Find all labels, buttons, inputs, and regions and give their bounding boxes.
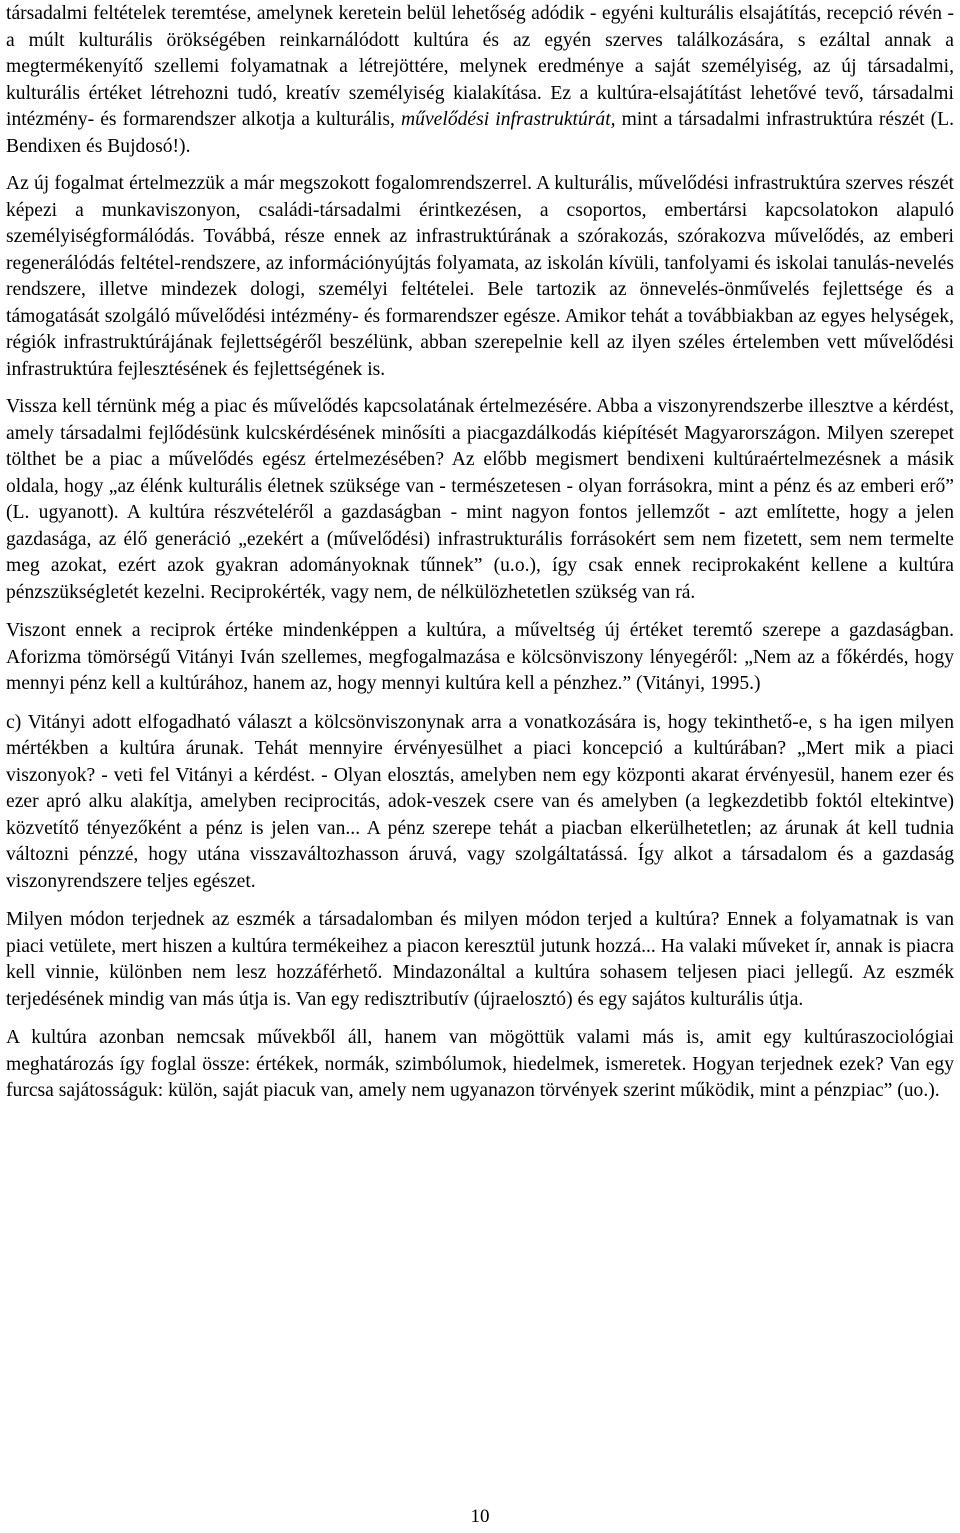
paragraph-1	[6, 1, 954, 160]
paragraph-2: Az új fogalmat értelmezzük a már megszokott fogalomrendszerrel. A kulturális, művelődési infrastruktúra szerves részét képezi a munkaviszonyon, családi-társadalmi érintkezésen, a csoportos, embertársi kapcsolatokon alapuló személyiségformálódás. Továbbá, része ennek az infrastruktúrának a szórakozás, szórakozva művelődés, az emberi regenerálódás feltétel-rendszere, az információnyújtás folyamata, az iskolán kívüli, tanfolyami és iskolai tanulás-nevelés rendszere, illetve mindezek dologi, személyi feltételei. Bele tartozik az önnevelés-önművelés fejlettsége és a támogatását szolgáló művelődési intézmény- és formarendszer egésze. Amikor tehát a továbbiakban az egyes helységek, régiók infrastruktúrájának fejlettségéről beszélünk, abban szerepelnie kell az ilyen széles értelemben vett művelődési infrastruktúra fejlesztésének és fejlettségének is.	[6, 173, 954, 380]
paragraph-1-text-a: társadalmi feltételek teremtése, amelynek keretein belül lehetőség adódik - egyéni kulturális elsajátítás, recepció révén - a múlt kulturális örökségében reinkarnálódott kultúra és az egyén szerves találkozására, s ezáltal annak a megtermékenyítő szellemi folyamatnak a létrejöttére, melynek eredménye a saját személyiség, az új társadalmi, kulturális értéket létrehozni tudó, kreatív személyiség kialakítása. Ez a kultúra-elsajátítást lehetővé tevő, társadalmi intézmény- és formarendszer alkotja a kulturális,	[6, 3, 954, 130]
paragraph-4: Viszont ennek a reciprok értéke mindenképpen a kultúra, a műveltség új értéket teremtő szerepe a gazdaságban. Aforizma tömörségű Vitányi Iván szellemes, megfogalmazása e kölcsönviszony lényegéről: „Nem az a főkérdés, hogy mennyi pénz kell a kultúrához, hanem az, hogy mennyi kultúra kell a pénzhez.” (Vitányi, 1995.)	[6, 620, 954, 694]
paragraph-3: Vissza kell térnünk még a piac és művelődés kapcsolatának értelmezésére. Abba a viszonyrendszerbe illesztve a kérdést, amely társadalmi fejlődésünk kulcskérdésének minősíti a piacgazdálkodás kiépítését Magyarországon. Milyen szerepet tölthet be a piac a művelődés egész értelmezésében? Az előbb megismert bendixeni kultúraértelmezésnek a másik oldala, hogy „az élénk kulturális életnek szüksége van - természetesen - olyan forrásokra, mint a pénz és az emberi erő” (L. ugyanott). A kultúra részvételéről a gazdaságban - mint nagyon fontos jellemzőt - azt említette, hogy a jelen gazdasága, az élő generáció „ezekért a (művelődési) infrastrukturális forrásokért sem nem fizetett, sem nem termelte meg azokat, ezért azok gyakran adományoknak tűnnek” (u.o.), így csak ennek reciprokaként kellene a kultúra pénzszükségletét kezelni. Reciprokérték, vagy nem, de nélkülözhetetlen szükség van rá.	[6, 396, 954, 603]
paragraph-1-italic-term: művelődési infrastruktúrát,	[401, 109, 616, 130]
document-page	[6, 0, 954, 1105]
paragraph-7: A kultúra azonban nemcsak művekből áll, hanem van mögöttük valami más is, amit egy kultúraszociológiai meghatározás így foglal össze: értékek, normák, szimbólumok, hiedelmek, ismeretek. Hogyan terjednek ezek? Van egy furcsa sajátosságuk: külön, saját piacuk van, amely nem ugyanazon törvények szerint működik, mint a pénzpiac” (uo.).	[6, 1027, 954, 1101]
paragraph-6: Milyen módon terjednek az eszmék a társadalomban és milyen módon terjed a kultúra? Ennek a folyamatnak is van piaci vetülete, mert hiszen a kultúra termékeihez a piacon keresztül jutunk hozzá... Ha valaki műveket ír, annak is piacra kell vinnie, különben nem lesz hozzáférhető. Mindazonáltal a kultúra sohasem teljesen piaci jellegű. Az eszmék terjedésének mindig van más útja is. Van egy redisztributív (újraelosztó) és egy sajátos kulturális útja.	[6, 909, 954, 1010]
paragraph-5: c) Vitányi adott elfogadható választ a kölcsönviszonynak arra a vonatkozására is, hogy tekinthető-e, s ha igen milyen mértékben a kultúra árunak. Tehát mennyire érvényesülhet a piaci koncepció a kultúrában? „Mert mik a piaci viszonyok? - veti fel Vitányi a kérdést. - Olyan elosztás, amelyben nem egy központi akarat érvényesül, hanem ezer és ezer apró alku alakítja, amelyben reciprocitás, adok-veszek csere van és amelyben (a legkezdetibb foktól eltekintve) közvetítő tényezőként a pénz is jelen van... A pénz szerepe tehát a piacban elkerülhetetlen; az árunak át kell tudnia változni pénzzé, hogy utána visszaváltozhasson áruvá, vagy szolgáltatássá. Így alkot a társadalom és a gazdaság viszonyrendszere teljes egészet.	[6, 711, 954, 892]
paragraph-1-text-b: mint a társadalmi infrastruktúra részét (L. Bendixen és Bujdosó!).	[6, 109, 954, 157]
page-number: 10	[470, 1506, 490, 1527]
